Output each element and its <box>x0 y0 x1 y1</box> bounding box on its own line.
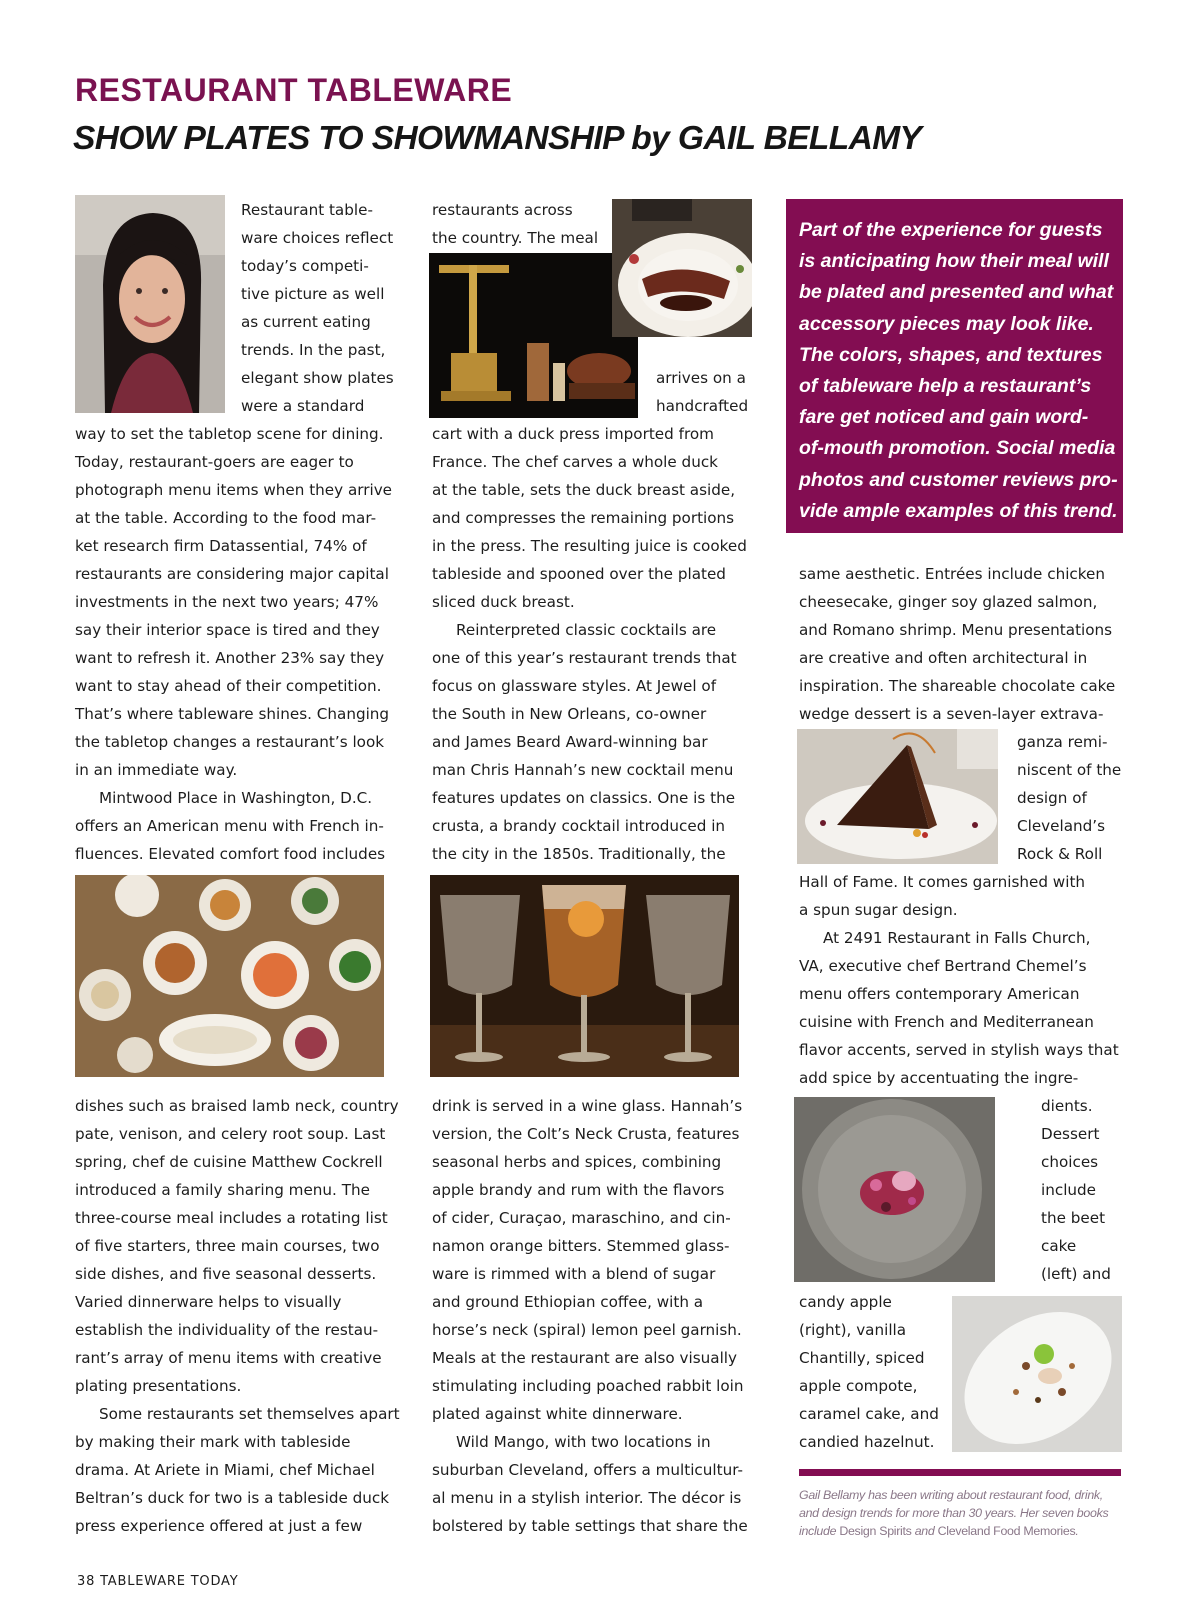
body-line: Wild Mango, with two locations in <box>456 1433 711 1451</box>
body-line: Beltran’s duck for two is a tableside duck <box>75 1489 390 1507</box>
body-line: al menu in a stylish interior. The décor is <box>432 1489 742 1507</box>
body-line: design of <box>1017 789 1087 807</box>
body-line: elegant show plates <box>241 369 394 387</box>
body-line: ganza remi- <box>1017 733 1108 751</box>
candy-apple-photo <box>952 1296 1122 1452</box>
body-line: cheesecake, ginger soy glazed salmon, <box>799 593 1098 611</box>
body-line: Restaurant table- <box>241 201 373 219</box>
body-line: were a standard <box>241 397 365 415</box>
body-line: three-course meal includes a rotating list <box>75 1209 388 1227</box>
body-line: and Romano shrimp. Menu presentations <box>799 621 1113 639</box>
body-line: establish the individuality of the restau- <box>75 1321 379 1339</box>
body-line: today’s competi- <box>241 257 369 275</box>
body-line: say their interior space is tired and they <box>75 621 380 639</box>
body-line: arrives on a <box>656 369 746 387</box>
duck-press-photo <box>429 253 638 418</box>
pull-quote-line: be plated and presented and what <box>799 281 1114 304</box>
body-line: Varied dinnerware helps to visually <box>75 1293 342 1311</box>
body-line: same aesthetic. Entrées include chicken <box>799 565 1105 583</box>
body-line: cake <box>1041 1237 1077 1255</box>
body-line: namon orange bitters. Stemmed glass- <box>432 1237 730 1255</box>
body-line: the country. The meal <box>432 229 599 247</box>
body-line: caramel cake, and <box>799 1405 939 1423</box>
body-line: press experience offered at just a few <box>75 1517 363 1535</box>
author-photo <box>75 195 225 413</box>
body-line: man Chris Hannah’s new cocktail menu <box>432 761 734 779</box>
body-line: features updates on classics. One is the <box>432 789 736 807</box>
pull-quote-line: is anticipating how their meal will <box>799 250 1109 273</box>
body-line: apple compote, <box>799 1377 918 1395</box>
body-line: candied hazelnut. <box>799 1433 935 1451</box>
body-line: inspiration. The shareable chocolate cake <box>799 677 1116 695</box>
section-kicker: RESTAURANT TABLEWARE <box>75 72 513 108</box>
body-line: of five starters, three main courses, two <box>75 1237 380 1255</box>
bio-divider <box>799 1469 1121 1476</box>
body-line: Dessert <box>1041 1125 1100 1143</box>
bio-text: . <box>1075 1524 1079 1538</box>
body-line: investments in the next two years; 47% <box>75 593 379 611</box>
body-line: Reinterpreted classic cocktails are <box>456 621 717 639</box>
body-line: as current eating <box>241 313 371 331</box>
body-line: photograph menu items when they arrive <box>75 481 393 499</box>
body-line: fluences. Elevated comfort food includes <box>75 845 386 863</box>
family-meal-photo <box>75 875 384 1077</box>
book-title: Design Spirits <box>839 1524 912 1538</box>
body-line: Meals at the restaurant are also visually <box>432 1349 737 1367</box>
pull-quote-line: Part of the experience for guests <box>799 219 1103 241</box>
body-line: way to set the tabletop scene for dining. <box>75 425 384 443</box>
page-folio: 38 TABLEWARE TODAY <box>77 1574 239 1589</box>
body-line: apple brandy and rum with the flavors <box>432 1181 725 1199</box>
body-line: choices <box>1041 1153 1099 1171</box>
body-line: plated against white dinnerware. <box>432 1405 683 1423</box>
body-line: tive picture as well <box>241 285 385 303</box>
body-line: dients. <box>1041 1097 1093 1115</box>
pull-quote <box>786 199 1123 533</box>
body-line: add spice by accentuating the ingre- <box>799 1069 1079 1087</box>
pull-quote-line: of tableware help a restaurant’s <box>799 375 1092 398</box>
body-line: include <box>1041 1181 1097 1199</box>
chocolate-cake-photo <box>797 729 998 864</box>
body-line: crusta, a brandy cocktail introduced in <box>432 817 726 835</box>
body-line: version, the Colt’s Neck Crusta, features <box>432 1125 740 1143</box>
body-line: drama. At Ariete in Miami, chef Michael <box>75 1461 375 1479</box>
beet-cake-photo <box>794 1097 995 1282</box>
body-line: Some restaurants set themselves apart <box>99 1405 400 1423</box>
body-line: ware is rimmed with a blend of sugar <box>432 1265 716 1283</box>
body-line: in the press. The resulting juice is cooked <box>432 537 747 555</box>
body-line: (left) and <box>1041 1265 1111 1283</box>
body-line: That’s where tableware shines. Changing <box>75 705 390 723</box>
body-line: suburban Cleveland, offers a multicultur- <box>432 1461 743 1479</box>
book-title: Cleveland Food Memories <box>937 1524 1076 1538</box>
body-line: At 2491 Restaurant in Falls Church, <box>823 929 1091 947</box>
body-line: candy apple <box>799 1293 892 1311</box>
author-bio-line: and design trends for more than 30 years. Her seven books <box>799 1506 1109 1520</box>
body-line: wedge dessert is a seven-layer extrava- <box>799 705 1104 723</box>
author-bio-line <box>799 1522 1079 1540</box>
pull-quote-line: vide ample examples of this trend. <box>799 499 1118 522</box>
author-bio-line: Gail Bellamy has been writing about restaurant food, drink, <box>799 1488 1103 1502</box>
body-line: one of this year’s restaurant trends that <box>432 649 737 667</box>
body-line: the tabletop changes a restaurant’s look <box>75 733 385 751</box>
article-headline: SHOW PLATES TO SHOWMANSHIP by GAIL BELLAMY <box>73 120 922 157</box>
body-line: and James Beard Award-winning bar <box>432 733 708 751</box>
body-line: VA, executive chef Bertrand Chemel’s <box>799 957 1087 975</box>
body-line: offers an American menu with French in- <box>75 817 384 835</box>
body-line: by making their mark with tableside <box>75 1433 351 1451</box>
body-line: bolstered by table settings that share the <box>432 1517 748 1535</box>
bio-text: and <box>911 1524 938 1538</box>
bio-text: include <box>799 1524 840 1538</box>
body-line: cuisine with French and Mediterranean <box>799 1013 1094 1031</box>
body-line: Hall of Fame. It comes garnished with <box>799 873 1086 891</box>
body-line: side dishes, and five seasonal desserts. <box>75 1265 377 1283</box>
body-line: the city in the 1850s. Traditionally, the <box>432 845 726 863</box>
body-line: at the table, sets the duck breast aside, <box>432 481 736 499</box>
body-line: spring, chef de cuisine Matthew Cockrell <box>75 1153 383 1171</box>
body-line: introduced a family sharing menu. The <box>75 1181 370 1199</box>
body-line: seasonal herbs and spices, combining <box>432 1153 722 1171</box>
pull-quote-line: The colors, shapes, and textures <box>799 343 1103 366</box>
body-line: and compresses the remaining portions <box>432 509 735 527</box>
cocktail-photo <box>430 875 739 1077</box>
body-line: rant’s array of menu items with creative <box>75 1349 382 1367</box>
body-line: the beet <box>1041 1209 1106 1227</box>
body-line: of cider, Curaçao, maraschino, and cin- <box>432 1209 731 1227</box>
body-line: dishes such as braised lamb neck, country <box>75 1097 399 1115</box>
body-line: Today, restaurant-goers are eager to <box>75 453 354 471</box>
pull-quote-line: fare get noticed and gain word- <box>799 406 1089 429</box>
body-line: Cleveland’s <box>1017 817 1106 835</box>
body-line: pate, venison, and celery root soup. Last <box>75 1125 386 1143</box>
body-line: Mintwood Place in Washington, D.C. <box>99 789 373 807</box>
body-line: handcrafted <box>656 397 749 415</box>
body-line: (right), vanilla <box>799 1321 907 1339</box>
body-line: want to stay ahead of their competition. <box>75 677 382 695</box>
body-line: menu offers contemporary American <box>799 985 1080 1003</box>
body-line: the South in New Orleans, co-owner <box>432 705 707 723</box>
body-line: niscent of the <box>1017 761 1122 779</box>
body-line: restaurants are considering major capital <box>75 565 389 583</box>
pull-quote-line: accessory pieces may look like. <box>799 312 1094 335</box>
body-line: want to refresh it. Another 23% say they <box>75 649 385 667</box>
pull-quote-line: photos and customer reviews pro- <box>799 468 1118 491</box>
body-line: Chantilly, spiced <box>799 1349 925 1367</box>
body-line: plating presentations. <box>75 1377 242 1395</box>
body-line: in an immediate way. <box>75 761 238 779</box>
body-line: flavor accents, served in stylish ways that <box>799 1041 1119 1059</box>
body-line: France. The chef carves a whole duck <box>432 453 718 471</box>
body-line: tableside and spooned over the plated <box>432 565 726 583</box>
body-line: ket research firm Datassential, 74% of <box>75 537 367 555</box>
body-line: drink is served in a wine glass. Hannah’s <box>432 1097 743 1115</box>
body-line: and ground Ethiopian coffee, with a <box>432 1293 704 1311</box>
body-line: ware choices reflect <box>241 229 394 247</box>
body-line: horse’s neck (spiral) lemon peel garnish. <box>432 1321 742 1339</box>
body-line: stimulating including poached rabbit loin <box>432 1377 744 1395</box>
body-line: Rock & Roll <box>1017 845 1103 863</box>
body-line: are creative and often architectural in <box>799 649 1088 667</box>
body-line: restaurants across <box>432 201 573 219</box>
body-line: a spun sugar design. <box>799 901 958 919</box>
body-line: sliced duck breast. <box>432 593 575 611</box>
body-line: cart with a duck press imported from <box>432 425 714 443</box>
pull-quote-line: of-mouth promotion. Social media <box>799 437 1116 460</box>
body-line: at the table. According to the food mar- <box>75 509 377 527</box>
body-line: trends. In the past, <box>241 341 386 359</box>
sliced-duck-photo <box>612 199 752 337</box>
body-line: focus on glassware styles. At Jewel of <box>432 677 717 695</box>
